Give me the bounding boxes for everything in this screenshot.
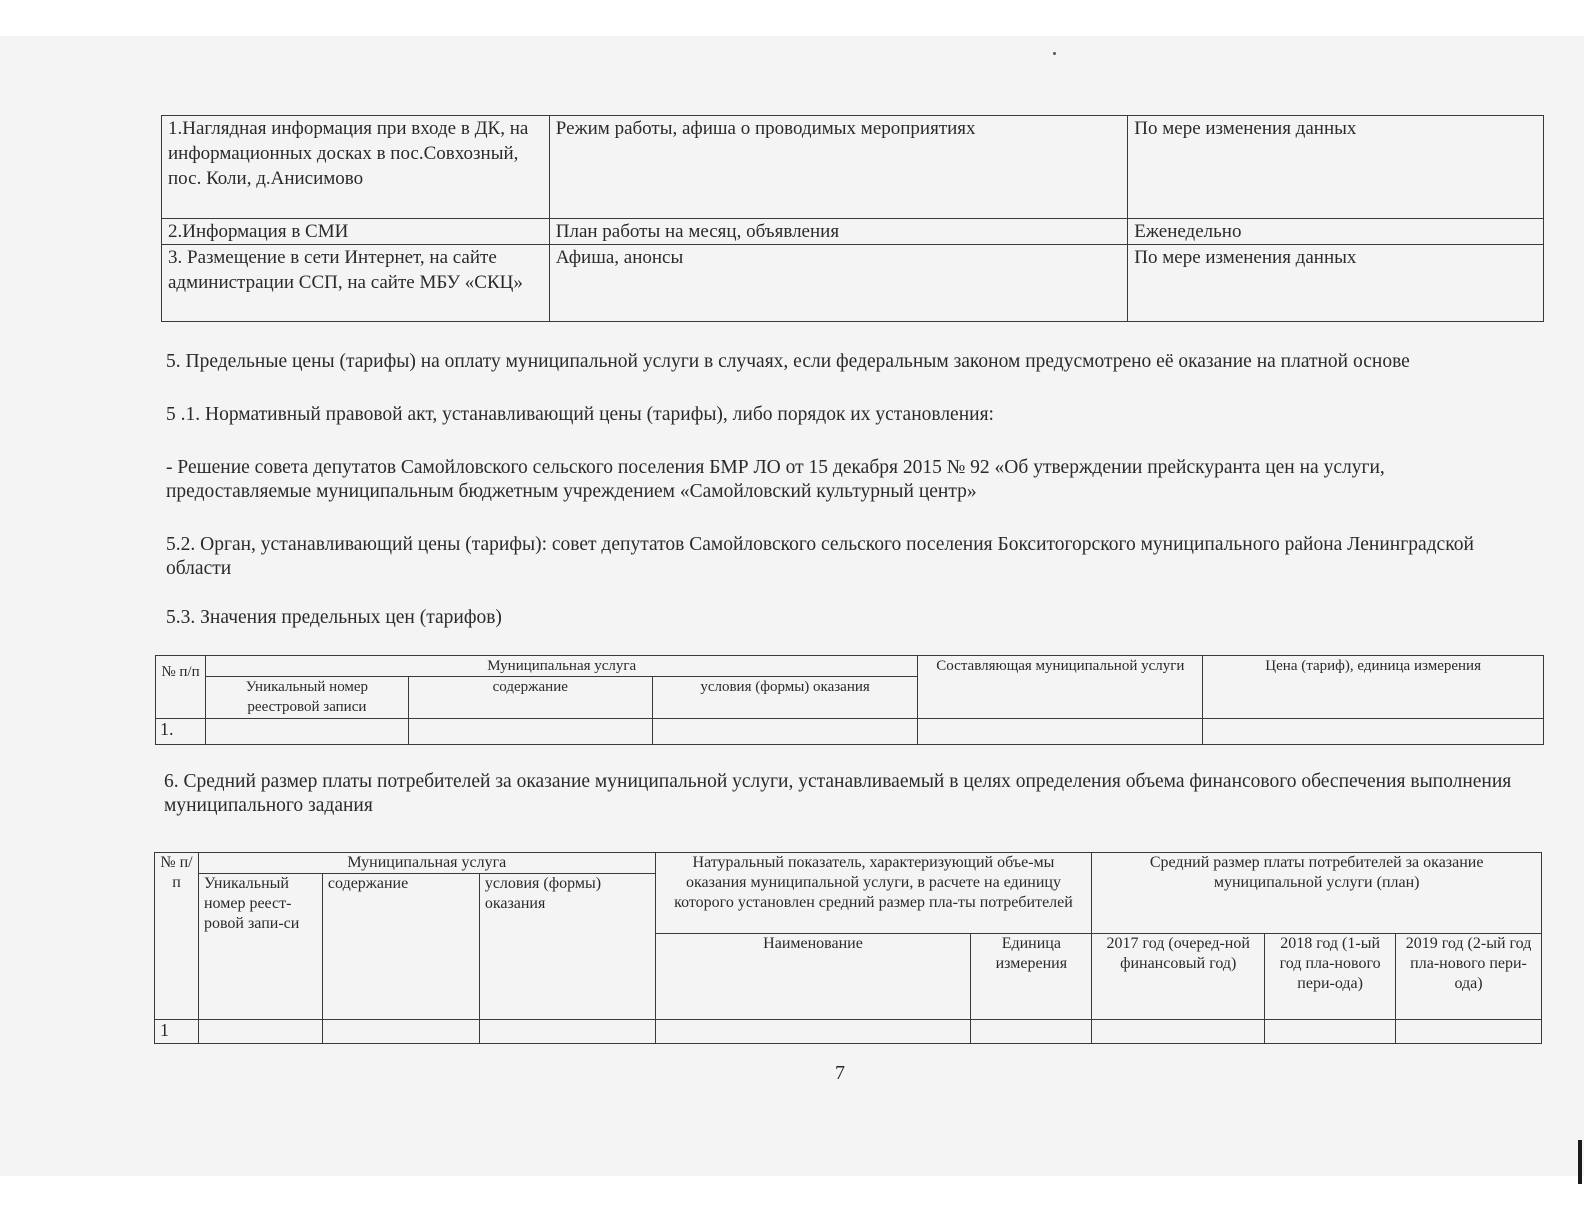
table-cell xyxy=(918,719,1203,745)
row-number: 1 xyxy=(155,1020,199,1044)
table-cell xyxy=(322,1020,479,1044)
column-header-unit: Единица измерения xyxy=(971,934,1092,1020)
table-cell: 3. Размещение в сети Интернет, на сайте администрации ССП, на сайте МБУ «СКЦ» xyxy=(162,245,550,322)
section-5-1-text: 5 .1. Нормативный правовой акт, устанавливающий цены (тарифы), либо порядок их установления: xyxy=(166,404,994,425)
column-header-service: Муниципальная услуга xyxy=(205,656,917,677)
table-row xyxy=(162,219,1544,245)
column-header-2018: 2018 год (1-ый год пла-нового пери-ода) xyxy=(1265,934,1396,1020)
table-cell xyxy=(205,719,408,745)
table-row xyxy=(155,1020,1542,1044)
column-header-price: Цена (тариф), единица измерения xyxy=(1203,656,1544,719)
table-cell: План работы на месяц, объявления xyxy=(549,219,1128,245)
table-cell: Афиша, анонсы xyxy=(549,245,1128,322)
column-header-service: Муниципальная услуга xyxy=(198,853,655,874)
table-cell xyxy=(1203,719,1544,745)
table-cell xyxy=(971,1020,1092,1044)
table-header-row xyxy=(155,853,1542,874)
table-cell xyxy=(655,1020,971,1044)
table-row xyxy=(162,245,1544,322)
table-cell xyxy=(408,719,652,745)
table-cell: По мере изменения данных xyxy=(1128,245,1544,322)
column-header-unique-number: Уникальный номер реест-ровой запи-си xyxy=(198,874,322,1020)
table-cell xyxy=(652,719,918,745)
table-cell: Режим работы, афиша о проводимых мероприятиях xyxy=(549,116,1128,219)
section-5-heading: 5. Предельные цены (тарифы) на оплату муниципальной услуги в случаях, если федеральным законом предусмотрено её оказание на платной основе xyxy=(166,351,1410,372)
column-header-average-fee: Средний размер платы потребителей за оказание муниципальной услуги (план) xyxy=(1092,853,1542,934)
table-cell xyxy=(479,1020,655,1044)
table-row xyxy=(156,719,1544,745)
column-header-name: Наименование xyxy=(655,934,971,1020)
column-header-conditions: условия (формы) оказания xyxy=(479,874,655,1020)
table-cell: По мере изменения данных xyxy=(1128,116,1544,219)
column-header-content: содержание xyxy=(408,677,652,719)
table-cell: 1.Наглядная информация при входе в ДК, на информационных досках в пос.Совхозный, пос. Коли, д.Анисимово xyxy=(162,116,550,219)
table-cell xyxy=(1396,1020,1542,1044)
column-header-conditions: условия (формы) оказания xyxy=(652,677,918,719)
column-header-number: № п/п xyxy=(155,853,199,1020)
column-header-2017: 2017 год (очеред-ной финансовый год) xyxy=(1092,934,1265,1020)
section-5-3-text: 5.3. Значения предельных цен (тарифов) xyxy=(166,607,502,628)
row-number: 1. xyxy=(156,719,206,745)
column-header-2019: 2019 год (2-ый год пла-нового пери-ода) xyxy=(1396,934,1542,1020)
section-6-heading: 6. Средний размер платы потребителей за оказание муниципальной услуги, устанавливаемый в целях определения объема финансового обеспечения выполнения муниципального задания xyxy=(164,771,1512,816)
page-number: 7 xyxy=(835,1062,845,1084)
table-header-row xyxy=(156,656,1544,677)
column-header-component: Составляющая муниципальной услуги xyxy=(918,656,1203,719)
table-cell xyxy=(1092,1020,1265,1044)
average-fee-table xyxy=(154,852,1542,1044)
column-header-number: № п/п xyxy=(156,656,206,719)
table-cell: 2.Информация в СМИ xyxy=(162,219,550,245)
section-5-2-text: 5.2. Орган, устанавливающий цены (тарифы): совет депутатов Самойловского сельского поселения Бокситогорского муниципального района Ленинградской области xyxy=(166,534,1474,579)
column-header-content: содержание xyxy=(322,874,479,1020)
scan-margin-bottom xyxy=(0,1176,1584,1224)
scan-speck xyxy=(1053,52,1056,55)
information-table xyxy=(161,115,1544,322)
decision-text: - Решение совета депутатов Самойловского сельского поселения БМР ЛО от 15 декабря 2015 № 92 «Об утверждении прейскуранта цен на услуги, предоставляемые муниципальным бюджетным учреждением «Самойловский культурный центр» xyxy=(166,457,1385,502)
table-cell xyxy=(1265,1020,1396,1044)
column-header-natural-indicator: Натуральный показатель, характеризующий объе-мы оказания муниципальной услуги, в расчете на единицу которого установлен средний размер пла-ты потребителей xyxy=(655,853,1092,934)
table-cell xyxy=(198,1020,322,1044)
scan-edge-mark xyxy=(1578,1140,1582,1184)
table-cell: Еженедельно xyxy=(1128,219,1544,245)
column-header-unique-number: Уникальный номер реестровой записи xyxy=(205,677,408,719)
table-row xyxy=(162,116,1544,219)
price-limits-table xyxy=(155,655,1544,745)
